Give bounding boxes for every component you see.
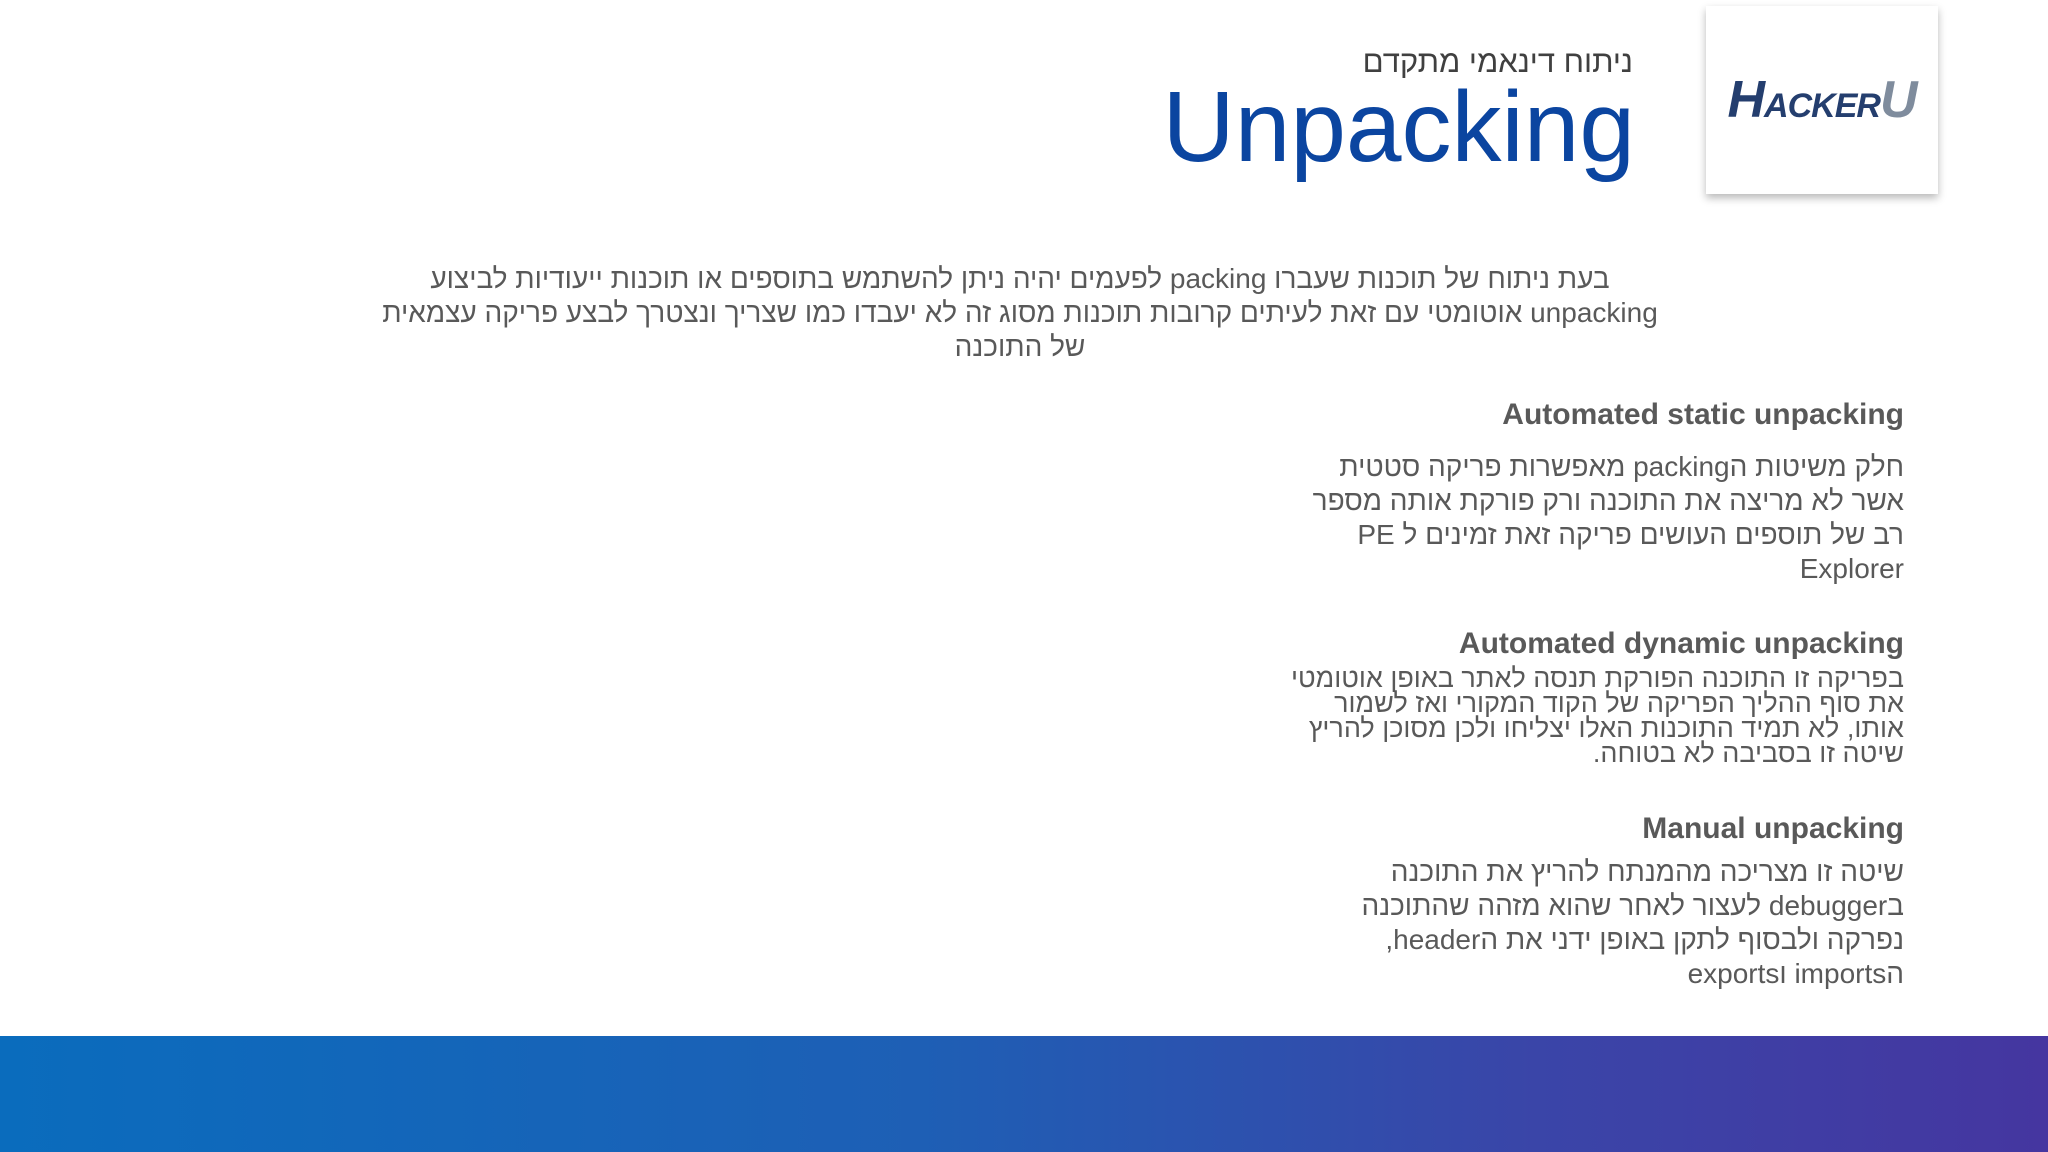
section-title-dynamic: Automated dynamic unpacking	[1458, 627, 1904, 660]
section-body-static	[1313, 450, 1904, 586]
intro-line: של התוכנה	[954, 331, 1086, 362]
intro-line: בעת ניתוח של תוכנות שעברו packing לפעמים יהיה ניתן להשתמש בתוספים או תוכנות ייעודיות לביצוע	[430, 263, 1610, 294]
logo-letter-u: U	[1879, 71, 1917, 129]
section-title-static: Automated static unpacking	[1502, 398, 1904, 431]
section-line: Explorer	[1799, 553, 1904, 584]
slide-subtitle: ניתוח דינאמי מתקדם	[1362, 44, 1633, 79]
section-body-dynamic	[1291, 663, 1904, 768]
section-title-manual: Manual unpacking	[1642, 812, 1904, 845]
section-line: הimports וexports	[1687, 958, 1904, 989]
section-line: נפרקה ולבסוף לתקן באופן ידני את הheader,	[1385, 924, 1904, 955]
section-line: שיטה זו מצריכה מהמנתח להריץ את התוכנה	[1390, 856, 1904, 887]
footer-gradient-band	[0, 1036, 2048, 1152]
logo-wordmark	[1727, 70, 1916, 130]
section-line: את סוף ההליך הפריקה של הקוד המקורי ואז לשמור	[1334, 688, 1904, 718]
section-line: אותו, לא תמיד התוכנות האלו יצליחו ולכן מסוכן להריץ	[1308, 713, 1904, 743]
section-line: בdebugger לעצור לאחר שהוא מזהה שהתוכנה	[1361, 890, 1904, 921]
section-line: אשר לא מריצה את התוכנה ורק פורקת אותה מספר	[1312, 485, 1904, 516]
section-line: שיטה זו בסביבה לא בטוחה.	[1592, 738, 1904, 768]
section-line: רב של תוספים העושים פריקה זאת זמינים ל PE	[1357, 519, 1904, 550]
slide-title: Unpacking	[1162, 71, 1635, 183]
hackeru-logo	[1706, 6, 1938, 194]
section-body-manual	[1361, 855, 1904, 991]
intro-line: unpacking אוטומטי עם זאת לעיתים קרובות תוכנות מסוג זה לא יעבדו כמו שצריך ונצטרך לבצע פריקה עצמאית	[382, 297, 1658, 328]
intro-paragraph	[330, 262, 1710, 364]
section-line: חלק משיטות הpacking מאפשרות פריקה סטטית	[1339, 451, 1904, 482]
logo-letter-h: H	[1727, 71, 1765, 129]
section-line: בפריקה זו התוכנה הפורקת תנסה לאתר באופן אוטומטי	[1291, 663, 1904, 693]
logo-letters-acker: ACKER	[1764, 87, 1880, 125]
